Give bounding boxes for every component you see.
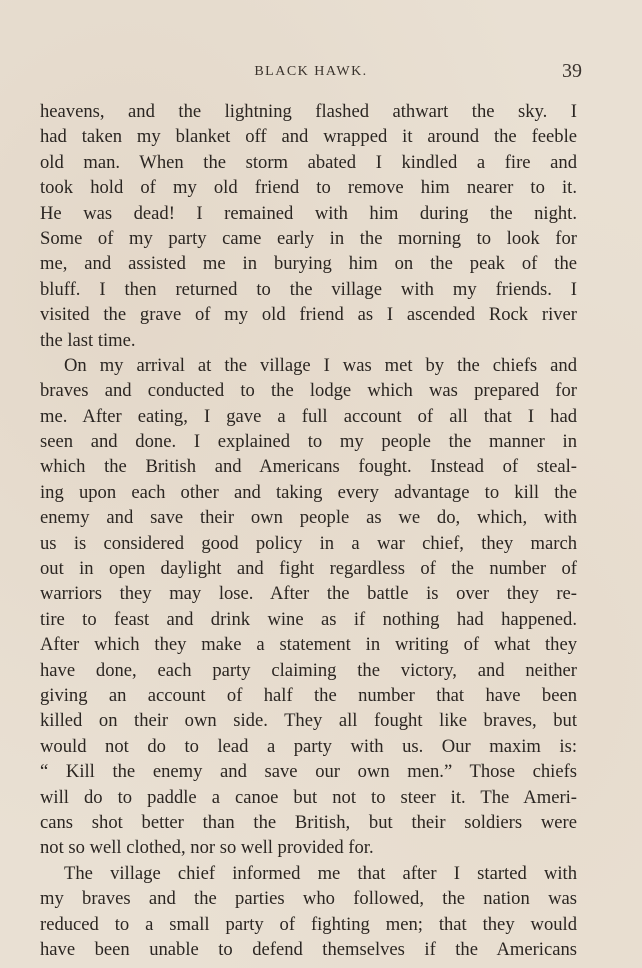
- text-line: seen and done. I explained to my people the manner in: [40, 431, 577, 453]
- text-line: Some of my party came early in the morning to look for: [40, 227, 577, 249]
- text-line: visited the grave of my old friend as I ascended Rock river: [40, 304, 577, 326]
- paragraph-start-line: The village chief informed me that after I started with: [64, 862, 577, 884]
- text-line: enemy and save their own people as we do, which, with: [40, 507, 577, 529]
- text-line: ing upon each other and taking every advantage to kill the: [40, 481, 577, 503]
- text-line: took hold of my old friend to remove him nearer to it.: [40, 177, 577, 199]
- text-line: killed on their own side. They all fought like braves, but: [40, 710, 577, 732]
- running-title: BLACK HAWK.: [254, 64, 368, 79]
- text-line: out in open daylight and fight regardless of the number of: [40, 558, 577, 580]
- text-line: bluff. I then returned to the village with my friends. I: [40, 278, 577, 300]
- text-line: me, and assisted me in burying him on the peak of the: [40, 253, 577, 275]
- body-text: [40, 99, 577, 962]
- text-line: which the British and Americans fought. Instead of steal-: [40, 456, 577, 478]
- text-line: us is considered good policy in a war chief, they march: [40, 532, 577, 554]
- running-header: [40, 60, 582, 84]
- text-line: have been unable to defend themselves if the Americans: [40, 938, 577, 960]
- page-number: 39: [562, 60, 582, 82]
- text-line: old man. When the storm abated I kindled a fire and: [40, 151, 577, 173]
- text-line: my braves and the parties who followed, the nation was: [40, 888, 577, 910]
- text-line: had taken my blanket off and wrapped it around the feeble: [40, 126, 577, 148]
- paragraph-start-line: On my arrival at the village I was met by the chiefs and: [64, 354, 577, 376]
- text-line: After which they make a statement in writing of what they: [40, 634, 577, 656]
- text-line: have done, each party claiming the victory, and neither: [40, 659, 577, 681]
- text-line: giving an account of half the number that have been: [40, 684, 577, 706]
- text-line: “ Kill the enemy and save our own men.” Those chiefs: [40, 761, 577, 783]
- text-line: heavens, and the lightning flashed athwart the sky. I: [40, 101, 577, 122]
- text-line: would not do to lead a party with us. Our maxim is:: [40, 735, 577, 757]
- text-line: braves and conducted to the lodge which was prepared for: [40, 380, 577, 402]
- text-line: warriors they may lose. After the battle is over they re-: [40, 583, 577, 605]
- text-line: He was dead! I remained with him during the night.: [40, 202, 577, 224]
- text-line: will do to paddle a canoe but not to steer it. The Ameri-: [40, 786, 577, 808]
- text-line: me. After eating, I gave a full account of all that I had: [40, 405, 577, 427]
- paragraph-end-line: the last time.: [40, 329, 136, 351]
- paragraph-end-line: not so well clothed, nor so well provided for.: [40, 837, 374, 859]
- text-line: reduced to a small party of fighting men; that they would: [40, 913, 577, 935]
- text-line: cans shot better than the British, but their soldiers were: [40, 811, 577, 833]
- text-line: tire to feast and drink wine as if nothing had happened.: [40, 608, 577, 630]
